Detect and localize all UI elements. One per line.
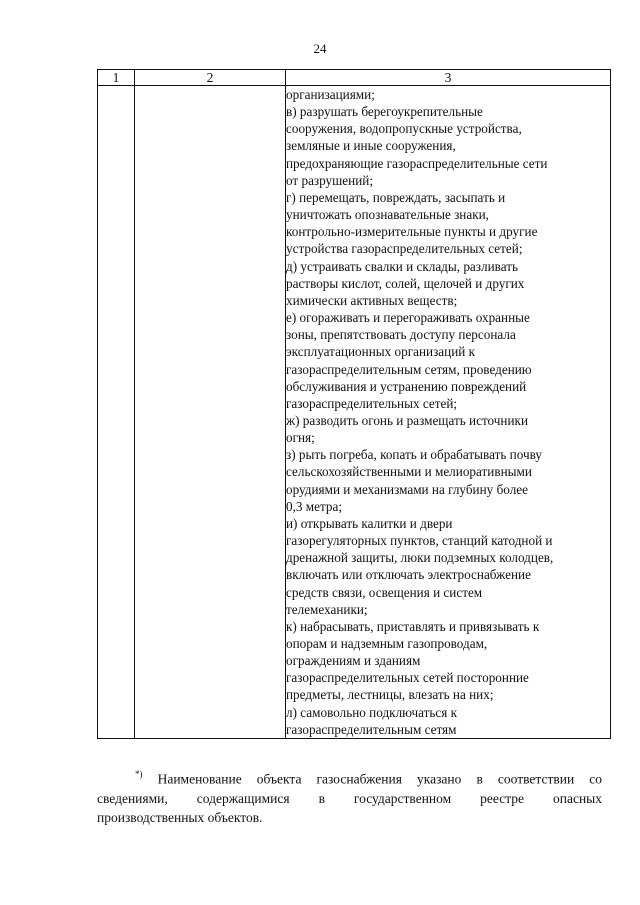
text-line: эксплуатационных организаций к bbox=[286, 344, 476, 360]
text-line: з) рыть погреба, копать и обрабатывать почву bbox=[286, 447, 542, 463]
main-table bbox=[97, 69, 611, 739]
text-line: устройства газораспределительных сетей; bbox=[286, 241, 523, 257]
text-line: л) самовольно подключаться к bbox=[286, 704, 458, 720]
text-line: контрольно-измерительные пункты и другие bbox=[286, 224, 538, 240]
text-line: сооружения, водопропускные устройства, bbox=[286, 121, 522, 137]
text-line: огня; bbox=[286, 430, 315, 446]
footnote-line-2: сведениями, содержащимися в государственном реестре опасных bbox=[97, 790, 602, 806]
text-line: е) огораживать и перегораживать охранные bbox=[286, 310, 530, 326]
text-line: газораспределительным сетям bbox=[286, 721, 457, 737]
column-header-2: 2 bbox=[135, 70, 286, 86]
column-header-1: 1 bbox=[98, 70, 135, 86]
text-line: ограждениям и зданиям bbox=[286, 653, 421, 669]
text-line: орудиями и механизмами на глубину более bbox=[286, 481, 528, 497]
text-line: газораспределительным сетям, проведению bbox=[286, 361, 532, 377]
column-header-3: 3 bbox=[286, 70, 611, 86]
text-line: телемеханики; bbox=[286, 601, 368, 617]
text-line: уничтожать опознавательные знаки, bbox=[286, 207, 489, 223]
text-line: 0,3 метра; bbox=[286, 498, 343, 514]
text-line: д) устраивать свалки и склады, разливать bbox=[286, 258, 518, 274]
text-line: зоны, препятствовать доступу персонала bbox=[286, 327, 516, 343]
page-number: 24 bbox=[313, 41, 327, 56]
text-line: г) перемещать, повреждать, засыпать и bbox=[286, 189, 506, 205]
text-line: дренажной защиты, люки подземных колодцев, bbox=[286, 550, 554, 566]
text-line: обслуживания и устранению повреждений bbox=[286, 378, 527, 394]
text-line: растворы кислот, солей, щелочей и других bbox=[286, 275, 525, 291]
text-line: газораспределительных сетей; bbox=[286, 395, 458, 411]
text-line: включать или отключать электроснабжение bbox=[286, 567, 531, 583]
cell-col-3 bbox=[286, 86, 611, 739]
text-line: средств связи, освещения и систем bbox=[286, 584, 483, 600]
footnote bbox=[97, 766, 602, 827]
text-line: ж) разводить огонь и размещать источники bbox=[286, 412, 529, 428]
footnote-line-1 bbox=[97, 766, 602, 789]
text-line: опорам и надземным газопроводам, bbox=[286, 636, 488, 651]
text-line: организациями; bbox=[286, 87, 375, 102]
text-line: сельскохозяйственными и мелиоративными bbox=[286, 464, 532, 480]
text-line: и) открывать калитки и двери bbox=[286, 515, 453, 531]
footnote-mark: *) bbox=[135, 769, 143, 779]
text-line: в) разрушать берегоукрепительные bbox=[286, 104, 483, 120]
cell-col-2 bbox=[135, 86, 286, 739]
footnote-line-3: производственных объектов. bbox=[97, 809, 263, 825]
cell-col-1 bbox=[98, 86, 135, 739]
text-line: газораспределительных сетей посторонние bbox=[286, 670, 529, 686]
footnote-text-1: Наименование объекта газоснабжения указано в соответствии со bbox=[157, 771, 603, 787]
table-row bbox=[98, 86, 611, 739]
text-line: от разрушений; bbox=[286, 172, 373, 188]
text-line: химически активных веществ; bbox=[286, 292, 458, 308]
table-header-row bbox=[98, 70, 611, 86]
text-line: газорегуляторных пунктов, станций катодной и bbox=[286, 533, 553, 549]
text-line: предметы, лестницы, влезать на них; bbox=[286, 687, 494, 703]
text-line: предохраняющие газораспределительные сети bbox=[286, 155, 548, 171]
text-line: к) набрасывать, приставлять и привязывать к bbox=[286, 618, 540, 634]
text-line: земляные и иные сооружения, bbox=[286, 138, 456, 154]
